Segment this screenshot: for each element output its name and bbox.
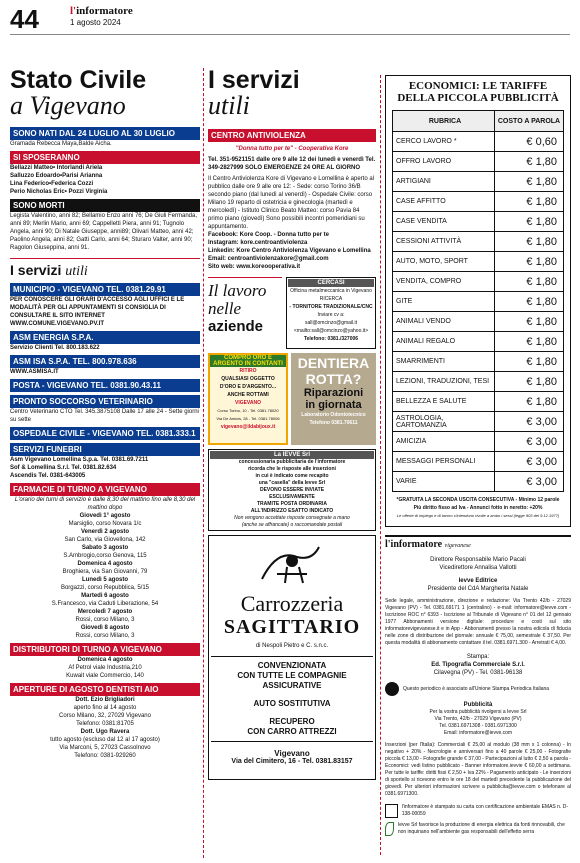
list-item: Facebook: Kore Coop. - Donna tutto per te	[208, 232, 329, 238]
distributori-list: Domenica 4 agosto Af Petrol viale Industria,210 Kuwait viale Commercio, 140	[66, 657, 144, 679]
servizi-title: I servizi utili	[10, 258, 200, 280]
centro-quote: "Donna tutto per te" - Cooperativa Kore	[235, 146, 349, 152]
table-row: AMICIZIA € 3,00	[393, 431, 563, 451]
imprint: l'informatore vigevanese Direttore Responsabile Mario Pacali Vicedirettore Annalisa Vallotti Ievve Editrice Presidente del CdA Margherita Natale Sede legale, amministrazione, direzione e redazione: Via Trento 42/b - 27029 Vigevano (PV) - Tel. 0381.69171 1 (centralino) - e-mail: informatore@ievve.com - Iscrizione ROC n° 6393 - Iscrizione al Tribunale di Vigevano n° 01 del 12 gennaio 1977 Abbonamenti versione digitale: procedure e costi sul sito informatorevigevanese.it e in App - Abbonamenti presso la nostra edicola di fiducia nelle zone di distribuzione del giornale: annuale € 75,00, semestrale € 37,50. Per questa modalità di abbonamento contattare il tel. 0381.6971.300 - Arretrati € 4,00. Stampa: Ed. Tipografia Commerciale S.r.l. Cilavegna (PV) - Tel. 0381-96138 Questo periodico è associato all'Unione Stampa Periodica Italiana Pubblicità Per la vostra pubblicità rivolgersi a Ievve Srl Via Trento, 42/b - 27029 Vigevano (PV) Tel. 0381.6971308 - 0381.6971300 Email: informatore@ievve.com Inserzioni (per l'Italia): Commerciali € 25,00 al modulo (38 mm x 1 colonna) - In negativo + 20% - Necrologie e anniversari fino a 40 parole € 25,00 - Fotografie piccola € 13,00 - Fotografie grande € 37,00 - Partecipazioni al lutto € 2,50 a parola - Economici: vedi listino pubblicato - Banner informatore.ievvie € 60,00 a settimana. Per tutte le tariffe: diritti fissi € 2,50 + Iva 22% - Pagamento anticipato - Le inserzioni di sportello si ricevono entro le ore 18 del martedì precedente la pubblicazione del giovedì. Per ulteriori informazioni scrivere a pubblicita@ievve.com o telefonare al 0381.6971300. l'informatore è stampato su carta con certificazione ambientale EMAS n. D-138-00059 Ievve Srl favorisce la produzione di energia elettrica da fonti rinnovabili, che non inquinano nell'ambiente gas responsabili dell'effetto serra	[385, 535, 571, 836]
table-row: SMARRIMENTI € 1,80	[393, 351, 563, 371]
asm-isa-heading: ASM ISA S.P.A. TEL. 800.978.636	[10, 355, 200, 368]
servizi-column	[208, 68, 376, 780]
ospedale-heading: OSPEDALE CIVILE - VIGEVANO TEL. 0381.333.1	[10, 427, 200, 440]
ievve-notice: La IEVVE Srl concessionaria pubblicitaria de l'informatore ricorda che le risposte alle inserzioni in cui è indicato come recapito una "casella" della Ievve Srl DEVONO ESSERE INVIATE ESCLUSIVAMENTE TRAMITE POSTA ORDINARIA ALL'INDIRIZZO ESATTO INDICATO Non vengono accettate risposte consegnate a mano (anche se affrancate) o raccomandate postali	[208, 449, 376, 531]
distributori-heading: DISTRIBUTORI DI TURNO A VIGEVANO	[10, 643, 200, 656]
municipio-text: PER CONOSCERE GLI ORARI D'ACCESSO AGLI UFFICI E LE MODALITÀ PER GLI APPUNTAMENTI SI CONSIGLIA DI CONSULTARE IL SITO INTERNET WWW.COMUNE.VIGEVANO.PV.IT	[10, 297, 185, 327]
dentiera-ad: DENTIERA ROTTA? Riparazioni in giornata Laboratorio Odontotecnico Telefono 0381.70611	[291, 353, 376, 445]
pronto-heading: PRONTO SOCCORSO VETERINARIO	[10, 395, 200, 408]
column-divider	[203, 68, 204, 858]
asm-energia-text: Servizio Clienti Tel. 800.183.622	[10, 345, 100, 351]
list-item: Bellazzi Matteo• Intorlandi Ariela	[10, 165, 103, 171]
lavoro-title: Il lavoro nelle aziende	[208, 277, 282, 349]
farmacie-intro: L'orario dei turni di servizio è dalle 8,30 del mattino fino alle 8,30 del mattino dopo	[14, 497, 196, 511]
morti-text: Legista Valentino, anni 82; Bellamio Enzo anni 76; De Giuli Fermanda, anni 89; Merlin Mario, anni 69; Cappelletti Piera, anni 91; Tugnolo Angela, anni 90; Di Natale Giuseppe, anni89; Olivari Matteo, anni 42; Paolino Angela, anni 82; Gatti Carlo, anni 64; Sturaro Valter, anni 90; Ragolon Giuseppina, anni 91.	[10, 213, 197, 251]
table-row: ANIMALI REGALO € 1,80	[393, 331, 563, 351]
asm-energia-heading: ASM ENERGIA S.P.A.	[10, 331, 200, 344]
posta-heading: POSTA - VIGEVANO TEL. 0381.90.43.11	[10, 379, 200, 392]
stato-civile-column	[10, 68, 200, 760]
table-row: CERCO LAVORO * € 0,60	[393, 131, 563, 151]
list-item: Instagram: kore.centroantiviolenza	[208, 240, 308, 246]
list-item: Email: centroantiviolenzakore@gmail.com	[208, 256, 329, 262]
section-subtitle: utili	[208, 91, 250, 120]
nati-heading: SONO NATI DAL 24 LUGLIO AL 30 LUGLIO	[10, 127, 200, 140]
tariffe-subtitle: DELLA PICCOLA PUBBLICITÀ	[397, 92, 559, 104]
carrozzeria-ad: Carrozzeria SAGITTARIO di Nespoli Pietro e C. s.n.c. CONVENZIONATA CON TUTTE LE COMPAGNIE ASSICURATIVE AUTO SOSTITUTIVA RECUPERO CON CARRO ATTREZZI Vigevano Via del Cimitero, 16 - Tel. 0381.83157	[208, 535, 376, 780]
table-row: OFFRO LAVORO € 1,80	[393, 151, 563, 171]
dentisti-list: Dott. Ezio Brigliadori aperto fino al 14 agosto Corso Milano, 32, 27029 Vigevano Telefono: 0381:81705 Dott. Ugo Ravera tutto agosto (escluso dal 12 al 17 agosto) Via Marconi, 5, 27023 Cassolnovo Telefono: 0381-929260	[50, 697, 160, 759]
municipio-heading: MUNICIPIO - VIGEVANO TEL. 0381.29.91	[10, 283, 200, 296]
table-note: *GRATUITA LA SECONDA USCITA CONSECUTIVA - Minimo 12 parole	[396, 497, 560, 503]
list-item: Perio Nicholas Eric• Pozzi Virginia	[10, 189, 108, 195]
leaf-icon	[385, 822, 394, 836]
page-number: 44	[10, 4, 39, 34]
uspi-logo-icon	[385, 682, 399, 696]
list-item: Lina Federico•Federica Cozzi	[10, 181, 94, 187]
dentisti-heading: APERTURE DI AGOSTO DENTISTI AIO	[10, 683, 200, 696]
tariffe-title: ECONOMICI: LE TARIFFE	[408, 80, 548, 92]
centro-text: Il Centro Antiviolenza Kore di Vigevano e Lomellina è aperto al pubblico dalle ore 9 alle ore 12: - Sede: corso Torino 36/B secondo piano (dal lunedì al venerdì) - Ospedale Civile: corso Milano 19 reparto di ostetricia e ginecologia (martedì e mercoledì) - Istituto Clinico Beato Matteo: corso Pavia 84 primo piano (giovedì) Sono possibili incontri pomeridiani su appuntamento.	[208, 176, 374, 230]
brand-logo: l'informatore	[70, 5, 133, 17]
archer-icon	[257, 539, 327, 587]
table-row: BELLEZZA E SALUTE € 1,80	[393, 391, 563, 411]
issue-date: 1 agosto 2024	[70, 18, 121, 27]
table-row: ANIMALI VENDO € 1,80	[393, 311, 563, 331]
farmacie-list: Giovedì 1° agosto Marsiglio, corso Novara 1/c Venerdì 2 agosto San Carlo, via Giovellona, 142 Sabato 3 agosto S.Ambrogio,corso Genova, 115 Domenica 4 agosto Broghiera, via San Giovanni, 79 Lunedì 5 agosto Borgazzi, corso Repubblica, 5/15 Martedì 6 agosto S.Francesco, via Caduti Liberazione, 54 Mercoledì 7 agosto Rossi, corso Milano, 3 Giovedì 8 agosto Rossi, corso Milano, 3	[51, 513, 159, 639]
table-note: Più diritto fisso ad Iva - Annunci fotto in neretto: +20%	[413, 505, 543, 511]
tariffe-table	[392, 110, 564, 492]
asm-isa-text: WWW.ASMISA.IT	[10, 369, 59, 375]
list-item: Sof & Lomellina S.r.l. Tel. 0381.82.634	[10, 465, 117, 471]
centro-heading: CENTRO ANTIVIOLENZA	[208, 129, 376, 142]
table-row: VARIE € 3,00	[393, 471, 563, 491]
table-row: LEZIONI, TRADUZIONI, TESI € 1,80	[393, 371, 563, 391]
section-title: Stato Civile	[10, 66, 147, 94]
section-title: I servizi	[208, 66, 300, 94]
cercasi-ad: CERCASI Officina metalmeccanica in Vigevano RICERCA - TORNITORE TRADIZIONALE/CNC Inviare cv a: sall@omcinzo@gmail.it <mailto:sall@omcinzo@yahoo.it> Telefono: 0381./327006	[286, 277, 376, 349]
table-row: CESSIONI ATTIVITÀ € 1,80	[393, 231, 563, 251]
table-header: RUBRICA COSTO A PAROLA	[393, 111, 563, 131]
centro-phones: Tel. 351-9521151 dalle ore 9 alle 12 dei lunedì e venerdì Tel. 349-2827999 SOLO EMERGENZE 24 ORE AL GIORNO	[208, 157, 376, 171]
list-item: Salluzzo Edoardo•Parisi Arianna	[10, 173, 103, 179]
list-item: Sito web: www.koreooperativa.it	[208, 264, 301, 270]
table-row: ARTIGIANI € 1,80	[393, 171, 563, 191]
pronto-text: Centro Veterinario CTO Tel. 345.3875108 Dalle 17 alle 24 - Sette giorni su sette	[10, 409, 199, 423]
tariffe-box	[385, 75, 571, 527]
compro-oro-ad: COMPRO ORO E ARGENTO IN CONTANTI RITIRO QUALSIASI OGGETTO D'ORO E D'ARGENTO... ANCHE ROTTAMI VIGEVANO Corso Torino, 10 - Tel. 0381.78020 Via De Amicis, 28 - Tel. 0381.78006 vigevano@ildabijoux.it	[208, 353, 288, 445]
table-row: VENDITA, COMPRO € 1,80	[393, 271, 563, 291]
economici-column	[385, 75, 571, 836]
list-item: Ascendis Tel. 0381-643005	[10, 473, 86, 479]
table-row: MESSAGGI PERSONALI € 3,00	[393, 451, 563, 471]
nati-text: Gramada Rebecca Maya,Balde Aicha.	[10, 141, 112, 147]
table-row: CASE VENDITA € 1,80	[393, 211, 563, 231]
funebri-heading: SERVIZI FUNEBRI	[10, 443, 200, 456]
section-subtitle: a Vigevano	[10, 91, 126, 120]
table-row: CASE AFFITTO € 1,80	[393, 191, 563, 211]
morti-heading: SONO MORTI	[10, 199, 200, 212]
list-item: Linkedin: Kore Centro Antiviolenza Vigevano e Lomellina	[208, 248, 371, 254]
table-note: Le offerte di impiego e di lavoro s'intendono rivolte a ambo i sessi (legge 903 del 9.12.1977)	[396, 513, 560, 518]
emas-logo-icon	[385, 804, 398, 818]
table-row: GITE € 1,80	[393, 291, 563, 311]
sposi-heading: SI SPOSERANNO	[10, 151, 200, 164]
column-divider	[380, 75, 381, 855]
table-row: AUTO, MOTO, SPORT € 1,80	[393, 251, 563, 271]
list-item: Asm Vigevano Lomellina S.p.a. Tel. 0381.69.7211	[10, 457, 149, 463]
farmacie-heading: FARMACIE DI TURNO A VIGEVANO	[10, 483, 200, 496]
table-row: ASTROLOGIA, CARTOMANZIA € 3,00	[393, 411, 563, 431]
header-rule	[10, 34, 570, 35]
